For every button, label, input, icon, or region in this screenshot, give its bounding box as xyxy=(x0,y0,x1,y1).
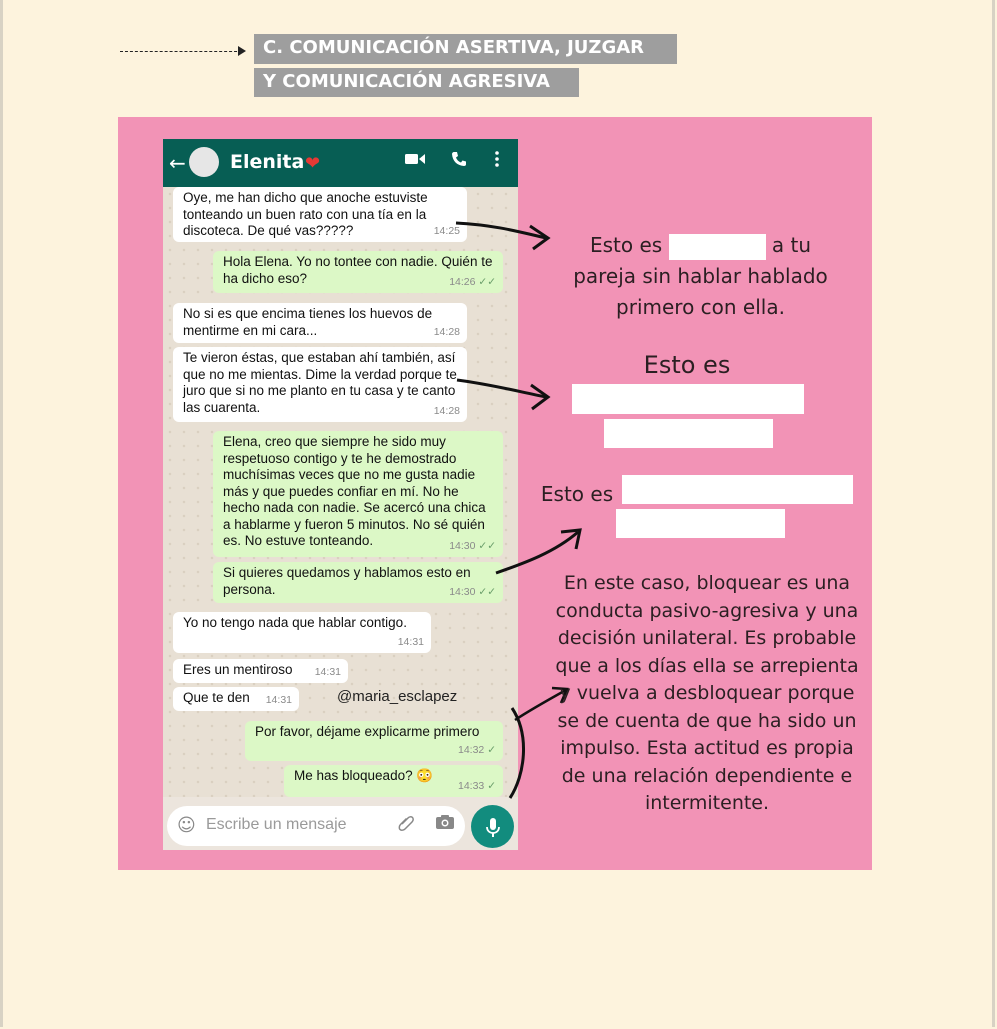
message-text: Yo no tengo nada que hablar contigo. xyxy=(183,615,407,630)
message-time: 14:26 xyxy=(449,275,476,288)
heart-icon: ❤ xyxy=(305,153,321,174)
message-time: 14:31 xyxy=(265,693,292,706)
note-3: Esto es xyxy=(540,482,614,506)
message-text: Por favor, déjame explicarme primero xyxy=(255,724,480,739)
contact-name[interactable]: Elenita xyxy=(230,151,305,173)
message-text: Me has bloqueado? 😳 xyxy=(294,768,434,783)
note-1-text-c: pareja sin hablar hablado primero con ella. xyxy=(573,264,828,319)
message-time: 14:28 xyxy=(433,325,460,338)
message-time: 14:31 xyxy=(314,665,341,678)
check-icon: ✓ xyxy=(487,779,496,792)
note-1-text-a: Esto es xyxy=(589,233,663,257)
message-text: Si quieres quedamos y hablamos esto en persona. xyxy=(223,565,471,597)
blank-fill-3b xyxy=(616,509,785,538)
message-text: Que te den xyxy=(183,690,250,705)
message-time: 14:33 xyxy=(457,779,485,792)
message-time: 14:32 xyxy=(457,743,485,756)
message-text: Te vieron éstas, que estaban ahí también, así que no me mientas. Dime la verdad porque te juro que si no me planto en tu casa y te canto las cuarenta. xyxy=(183,350,457,415)
note-2: Esto es xyxy=(643,351,731,379)
author-watermark: @maria_esclapez xyxy=(337,688,458,705)
message-time: 14:31 xyxy=(397,635,424,648)
blank-fill-3a xyxy=(622,475,853,504)
double-check-icon: ✓✓ xyxy=(478,539,496,552)
double-check-icon: ✓✓ xyxy=(478,585,496,598)
message-text: Eres un mentiroso xyxy=(183,662,293,677)
back-arrow-icon[interactable]: ← xyxy=(169,151,186,175)
blank-fill-2a xyxy=(572,384,804,414)
check-icon: ✓ xyxy=(487,743,496,756)
emoji-icon[interactable]: ☺ xyxy=(177,815,196,836)
message-time: 14:30 xyxy=(449,539,476,552)
message-time: 14:28 xyxy=(433,404,460,417)
note-1 xyxy=(548,230,853,323)
note-1-text-b: a tu xyxy=(771,233,812,257)
section-heading-line1: C. COMUNICACIÓN ASERTIVA, JUZGAR xyxy=(254,34,677,64)
message-text: Hola Elena. Yo no tontee con nadie. Quién te ha dicho eso? xyxy=(223,254,493,286)
message-text: Oye, me han dicho que anoche estuviste tonteando un buen rato con una tía en la discoteca. De qué vas????? xyxy=(183,190,428,238)
section-heading-line2: Y COMUNICACIÓN AGRESIVA xyxy=(254,68,579,97)
blank-fill-1 xyxy=(669,234,766,260)
double-check-icon: ✓✓ xyxy=(478,275,496,288)
message-time: 14:25 xyxy=(433,224,460,237)
note-4: En este caso, bloquear es una conducta pasivo-agresiva y una decisión unilateral. Es probable que a los días ella se arrepienta y vuelva a desbloquear porque se de cuenta de que ha sido un impulso. Esta actitud es propia de una relación dependiente e intermitente. xyxy=(555,572,859,814)
message-time: 14:30 xyxy=(449,585,476,598)
message-input[interactable]: Escribe un mensaje xyxy=(206,816,347,833)
message-text: No si es que encima tienes los huevos de mentirme en mi cara... xyxy=(183,306,433,338)
message-text: Elena, creo que siempre he sido muy respetuoso contigo y te he demostrado muchísimas veces que no me gusta nadie más y que puedes confiar en mí. No he hecho nada con nadie. Se acercó una chica a hablarme y fueron 5 minutos. No sé quién es. No estuve tonteando. xyxy=(223,434,486,548)
blank-fill-2b xyxy=(604,419,773,448)
